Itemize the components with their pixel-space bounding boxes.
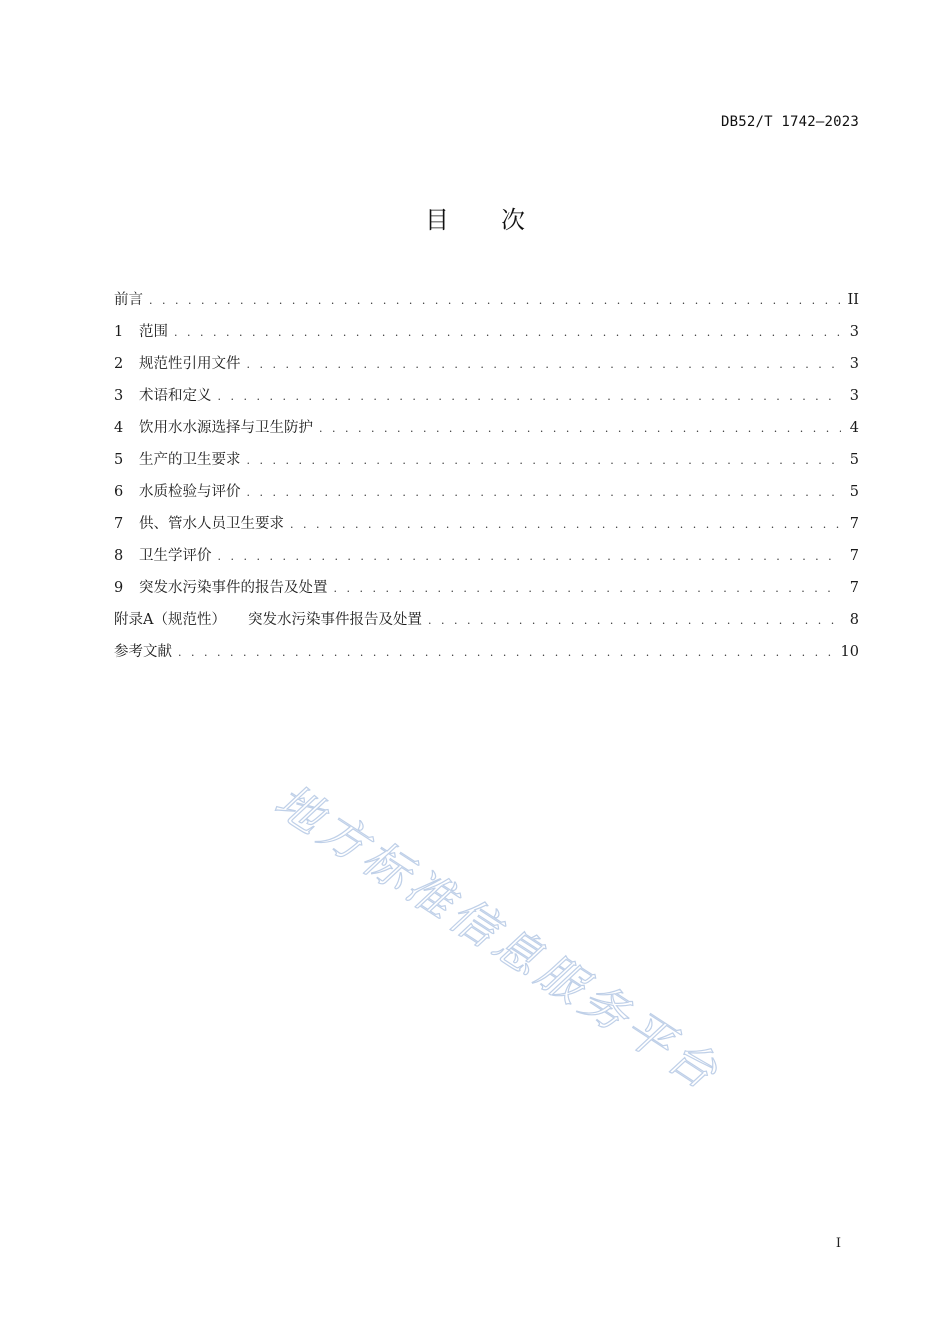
toc-label: 附录A（规范性）: [114, 612, 226, 628]
toc-page-number: 3: [849, 356, 859, 372]
page-title: [0, 200, 950, 235]
toc-section-number: 5: [114, 452, 124, 468]
toc-page-number: 7: [849, 548, 859, 564]
toc-label: 供、管水人员卫生要求: [139, 516, 284, 532]
toc-leader: [247, 486, 842, 499]
toc-leader: [334, 582, 842, 595]
toc-sublabel: 突发水污染事件报告及处置: [247, 612, 422, 628]
toc-entry-5[interactable]: [114, 448, 859, 480]
toc-leader: [149, 294, 840, 307]
toc-label: 规范性引用文件: [139, 356, 241, 372]
toc-entry-8[interactable]: [114, 544, 859, 576]
toc-section-number: 9: [114, 580, 124, 596]
toc-label: 前言: [114, 292, 143, 308]
toc-entry-6[interactable]: [114, 480, 859, 512]
toc-section-number: 1: [114, 324, 124, 340]
toc-entry-7[interactable]: [114, 512, 859, 544]
toc-label: 术语和定义: [139, 388, 212, 404]
toc-section-number: 8: [114, 548, 124, 564]
toc-entry-references[interactable]: [114, 640, 859, 672]
toc-label: 参考文献: [114, 644, 172, 660]
toc-page-number: 7: [849, 516, 859, 532]
toc-entry-4[interactable]: [114, 416, 859, 448]
toc-entry-2[interactable]: [114, 352, 859, 384]
table-of-contents: [114, 288, 859, 672]
toc-label: 水质检验与评价: [139, 484, 241, 500]
toc-entry-3[interactable]: [114, 384, 859, 416]
toc-leader: [247, 358, 842, 371]
toc-section-number: 6: [114, 484, 124, 500]
toc-label: 卫生学评价: [139, 548, 212, 564]
page-number: I: [835, 1236, 841, 1251]
toc-entry-9[interactable]: [114, 576, 859, 608]
toc-page-number: 5: [849, 484, 859, 500]
toc-page-number: 4: [849, 420, 859, 436]
toc-label: 范围: [139, 324, 168, 340]
toc-entry-1[interactable]: [114, 320, 859, 352]
toc-leader: [428, 614, 841, 627]
toc-page-number: 10: [840, 644, 859, 660]
toc-leader: [247, 454, 842, 467]
toc-section-number: 7: [114, 516, 124, 532]
page-title-char-2: 次: [501, 206, 525, 234]
toc-section-number: 2: [114, 356, 124, 372]
toc-page-number: 7: [849, 580, 859, 596]
toc-page-number: 3: [849, 324, 859, 340]
standard-code: DB52/T 1742—2023: [720, 114, 859, 130]
toc-leader: [178, 646, 833, 659]
toc-page-number: 8: [849, 612, 859, 628]
toc-section-number: 3: [114, 388, 124, 404]
toc-leader: [290, 518, 841, 531]
toc-entry-appendix-a[interactable]: [114, 608, 859, 640]
toc-label: 突发水污染事件的报告及处置: [139, 580, 328, 596]
toc-page-number: II: [847, 292, 859, 308]
toc-leader: [218, 550, 842, 563]
toc-section-number: 4: [114, 420, 124, 436]
toc-leader: [319, 422, 841, 435]
watermark: 地方标准信息服务平台: [265, 773, 732, 1102]
toc-label: 饮用水水源选择与卫生防护: [139, 420, 313, 436]
toc-label: 生产的卫生要求: [139, 452, 241, 468]
page-title-char-1: 目: [425, 206, 449, 234]
toc-page-number: 3: [849, 388, 859, 404]
toc-entry-foreword[interactable]: [114, 288, 859, 320]
toc-page-number: 5: [849, 452, 859, 468]
toc-leader: [218, 390, 842, 403]
toc-leader: [174, 326, 841, 339]
